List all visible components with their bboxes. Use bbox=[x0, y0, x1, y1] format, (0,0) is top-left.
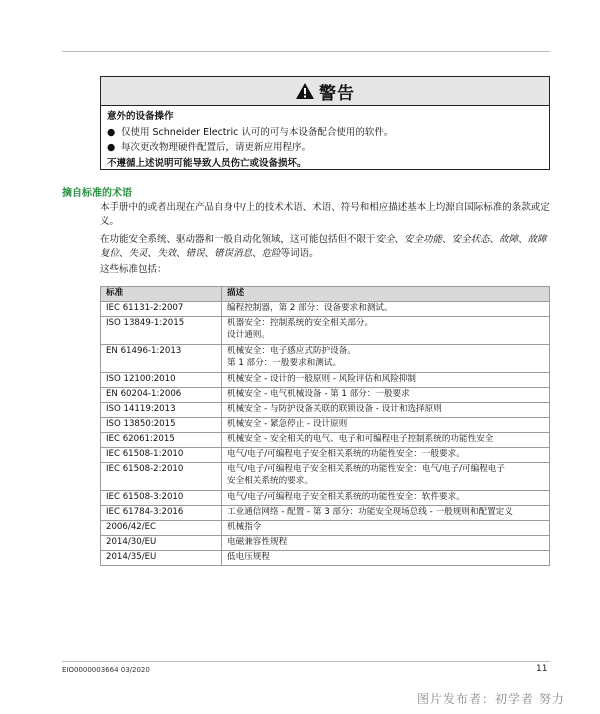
description-line: 电气/电子/可编程电子安全相关系统的功能性安全：软件要求。 bbox=[227, 492, 465, 502]
watermark: 图片发布者：初学者 努力 bbox=[417, 692, 565, 706]
standard-cell: 2014/35/EU bbox=[101, 551, 222, 566]
description-cell bbox=[222, 506, 550, 521]
standard-cell: IEC 62061:2015 bbox=[101, 433, 222, 448]
description-line: 工业通信网络 - 配置 - 第 3 部分：功能安全现场总线 - 一般规则和配置定义 bbox=[227, 507, 513, 517]
description-line: 机械安全 - 设计的一般原则 - 风险评估和风险抑制 bbox=[227, 374, 417, 384]
standard-cell: IEC 61508-2:2010 bbox=[101, 463, 222, 491]
section-title: 摘自标准的术语 bbox=[62, 188, 132, 199]
term: 失效 bbox=[157, 248, 177, 259]
description-line: 机械指令 bbox=[227, 522, 262, 532]
description-line: 机械安全：电子感应式防护设备。 bbox=[227, 346, 356, 356]
standard-cell: ISO 13850:2015 bbox=[101, 418, 222, 433]
description-line: 机械安全 - 与防护设备关联的联锁设备 - 设计和选择原则 bbox=[227, 404, 442, 414]
intro-paragraph: 本手册中的或者出现在产品自身中/上的技术术语、术语、符号和相应描述基本上均源自国际标准的条款或定义。 bbox=[100, 202, 550, 227]
table-row bbox=[101, 345, 550, 373]
term: 故障复位 bbox=[100, 234, 547, 259]
table-row bbox=[101, 433, 550, 448]
description-cell bbox=[222, 403, 550, 418]
term: 失灵 bbox=[128, 248, 148, 259]
standard-cell: IEC 61508-3:2010 bbox=[101, 491, 222, 506]
warning-footer: 不遵循上述说明可能导致人员伤亡或设备损坏。 bbox=[107, 157, 307, 169]
warning-bullet: ● 每次更改物理硬件配置后，请更新应用程序。 bbox=[107, 142, 312, 153]
term: 错误消息 bbox=[214, 248, 253, 259]
description-cell bbox=[222, 521, 550, 536]
description-line: 机械安全 - 电气机械设备 - 第 1 部分：一般要求 bbox=[227, 389, 410, 399]
warning-bullet: ● 仅使用 Schneider Electric 认可的可与本设备配合使用的软件。 bbox=[107, 126, 394, 138]
description-cell bbox=[222, 448, 550, 463]
standard-cell: 2006/42/EC bbox=[101, 521, 222, 536]
table-row bbox=[101, 418, 550, 433]
description-cell bbox=[222, 317, 550, 345]
description-cell bbox=[222, 491, 550, 506]
standard-cell: ISO 12100:2010 bbox=[101, 373, 222, 388]
standard-cell: IEC 61784-3:2016 bbox=[101, 506, 222, 521]
table-row bbox=[101, 506, 550, 521]
table-row bbox=[101, 403, 550, 418]
standard-cell: EN 60204-1:2006 bbox=[101, 388, 222, 403]
term: 安全 bbox=[375, 234, 395, 245]
description-cell bbox=[222, 345, 550, 373]
description-cell bbox=[222, 373, 550, 388]
standard-cell: IEC 61131-2:2007 bbox=[101, 302, 222, 317]
col-header-description: 描述 bbox=[222, 287, 550, 302]
description-line: 低电压规程 bbox=[227, 552, 270, 562]
standard-cell: 2014/30/EU bbox=[101, 536, 222, 551]
description-cell bbox=[222, 418, 550, 433]
description-line: 第 1 部分：一般要求和测试。 bbox=[227, 358, 342, 368]
description-line: 机械安全 - 紧急停止 - 设计原则 bbox=[227, 419, 348, 429]
page-number: 11 bbox=[536, 664, 548, 674]
warning-header bbox=[101, 77, 549, 106]
table-row bbox=[101, 551, 550, 566]
terms-paragraph: 在功能安全系统、驱动器和一般自动化领域，这可能包括但不限于安全、安全功能、安全状态、故障、故障复位、失灵、失效、错误、错误消息、危险等词语。 bbox=[100, 234, 547, 259]
description-line: 编程控制器，第 2 部分：设备要求和测试。 bbox=[227, 303, 393, 313]
description-cell bbox=[222, 302, 550, 317]
description-cell bbox=[222, 433, 550, 448]
table-row bbox=[101, 463, 550, 491]
description-line: 机器安全：控制系统的安全相关部分。 bbox=[227, 318, 374, 328]
standard-cell: ISO 14119:2013 bbox=[101, 403, 222, 418]
description-cell bbox=[222, 536, 550, 551]
term: 危险 bbox=[261, 248, 281, 259]
warning-box bbox=[100, 76, 550, 170]
standards-table bbox=[100, 286, 550, 566]
standard-cell: ISO 13849-1:2015 bbox=[101, 317, 222, 345]
footer-rule bbox=[62, 661, 550, 662]
term: 错误 bbox=[185, 248, 205, 259]
description-cell bbox=[222, 463, 550, 491]
table-row bbox=[101, 448, 550, 463]
table-row bbox=[101, 373, 550, 388]
term: 故障 bbox=[499, 234, 519, 245]
table-row bbox=[101, 521, 550, 536]
description-line: 电气/电子/可编程电子安全相关系统的功能性安全：电气/电子/可编程电子 bbox=[227, 464, 505, 474]
description-line: 机械安全 - 安全相关的电气、电子和可编程电子控制系统的功能性安全 bbox=[227, 434, 494, 444]
table-row bbox=[101, 536, 550, 551]
description-line: 设计通则。 bbox=[227, 330, 270, 340]
description-line: 电气/电子/可编程电子安全相关系统的功能性安全：一般要求。 bbox=[227, 449, 465, 459]
table-row bbox=[101, 302, 550, 317]
standards-intro: 这些标准包括： bbox=[100, 264, 167, 275]
standard-cell: IEC 61508-1:2010 bbox=[101, 448, 222, 463]
doc-id: EIO0000003664 03/2020 bbox=[62, 666, 150, 674]
table-row bbox=[101, 388, 550, 403]
terms-list: 安全、安全功能、安全状态、故障、故障复位、失灵、失效、错误、错误消息、危险 bbox=[100, 234, 547, 259]
description-cell bbox=[222, 551, 550, 566]
top-rule bbox=[62, 51, 550, 52]
warning-heading: 意外的设备操作 bbox=[107, 111, 174, 122]
warning-title: 警告 bbox=[319, 83, 355, 104]
term: 安全状态 bbox=[451, 234, 490, 245]
warning-triangle-icon bbox=[295, 82, 315, 100]
table-row bbox=[101, 491, 550, 506]
col-header-standard: 标准 bbox=[101, 287, 222, 302]
warning-body bbox=[101, 106, 549, 174]
standard-cell: EN 61496-1:2013 bbox=[101, 345, 222, 373]
description-cell bbox=[222, 388, 550, 403]
description-line: 电磁兼容性规程 bbox=[227, 537, 288, 547]
term: 安全功能 bbox=[404, 234, 443, 245]
description-line: 安全相关系统的要求。 bbox=[227, 476, 313, 486]
table-row bbox=[101, 317, 550, 345]
